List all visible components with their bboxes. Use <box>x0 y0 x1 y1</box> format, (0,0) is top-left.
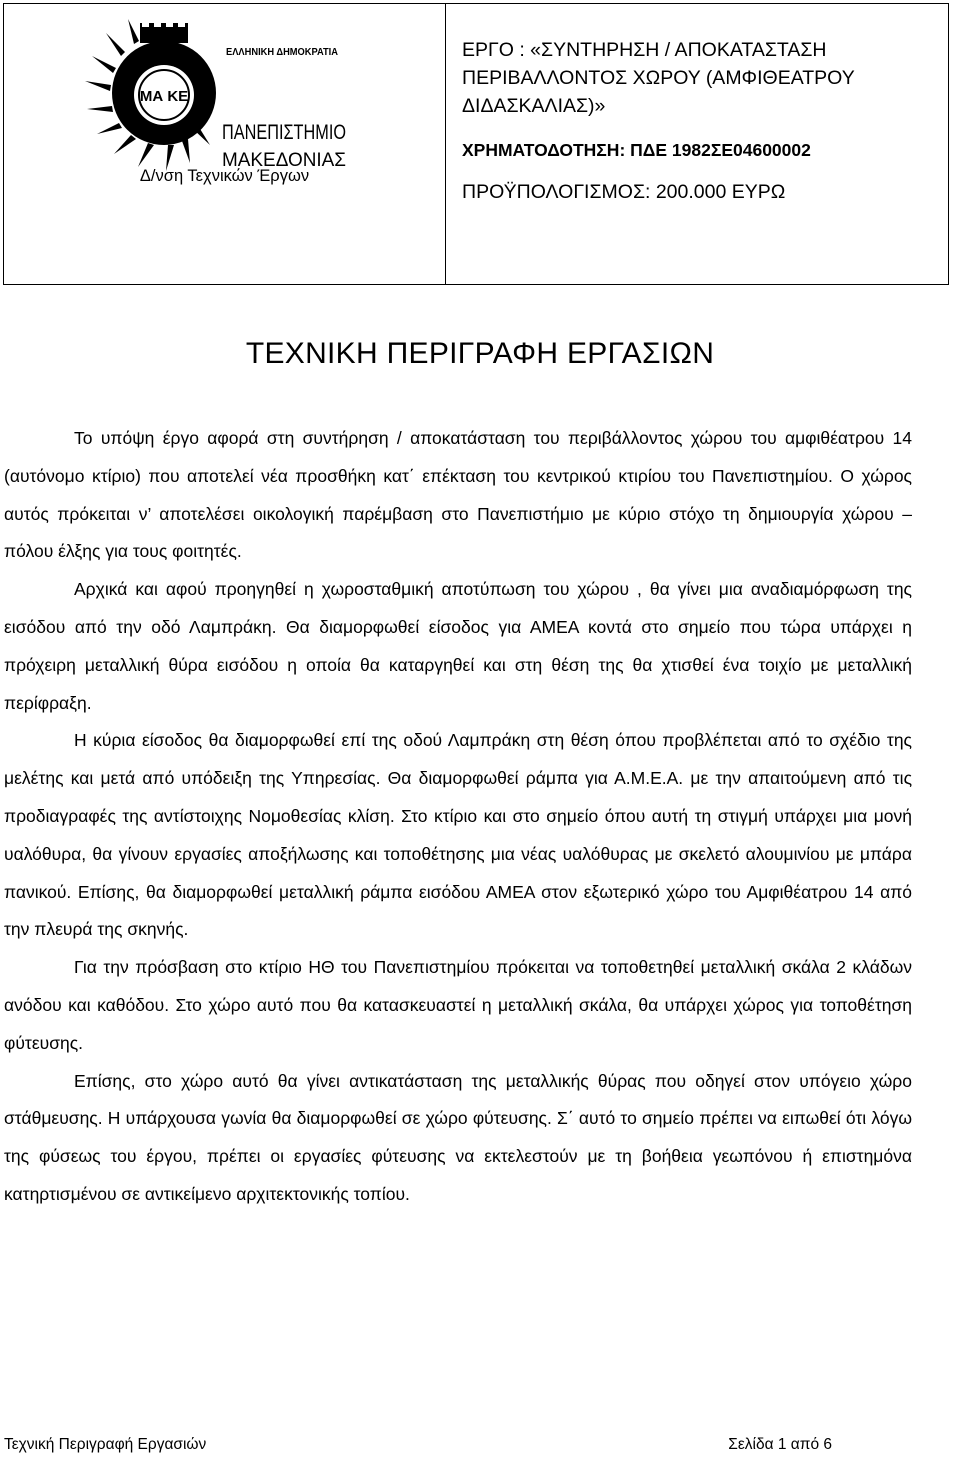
header-box <box>3 3 949 285</box>
logo-university-line1: ΠΑΝΕΠΙΣΤΗΜΙΟ <box>222 121 346 144</box>
document-body <box>4 420 912 1214</box>
paragraph-1: Το υπόψη έργο αφορά στη συντήρηση / αποκατάσταση του περιβάλλοντος χώρου του αμφιθέατρου 14 (αυτόνομο κτίριο) που αποτελεί νέα προσθήκη κατ΄ επέκταση του κεντρικού κτιρίου του Πανεπιστημίου. Ο χώρος αυτός πρόκειται ν’ αποτελέσει οικολογική παρέμβαση στο Πανεπιστήμιο με κύριο στόχο τη δημιουργία χώρου – πόλου έλξης για τους φοιτητές. <box>4 428 912 562</box>
project-budget: ΠΡΟΫΠΟΛΟΓΙΣΜΟΣ: 200.000 ΕΥΡΩ <box>462 181 786 203</box>
project-info <box>462 36 942 206</box>
logo-republic-text: ΕΛΛΗΝΙΚΗ ΔΗΜΟΚΡΑΤΙΑ <box>226 46 339 58</box>
footer-document-name: Τεχνική Περιγραφή Εργασιών <box>4 1436 207 1453</box>
logo-university-line2: ΜΑΚΕΔΟΝΙΑΣ <box>222 150 346 171</box>
university-logo <box>80 11 350 171</box>
paragraph-3: Η κύρια είσοδος θα διαμορφωθεί επί της οδού Λαμπράκη στη θέση όπου προβλέπεται από το σχέδιο της μελέτης και μετά από υπόδειξη της Υπηρεσίας. Θα διαμορφωθεί ράμπα για Α.Μ.Ε.Α. με την απαιτούμενη από τις προδιαγραφές της αντίστοιχης Νομοθεσίας κλίση. Στο κτίριο και στο σημείο όπου αυτή τη στιγμή υπάρχει μια μονή υαλόθυρα, θα γίνουν εργασίες αποξήλωσης και τοποθέτησης μια νέας υαλόθυρας με σκελετό αλουμινίου με μπάρα πανικού. Επίσης, θα διαμορφωθεί μεταλλική ράμπα εισόδου ΑΜΕΑ στον εξωτερικό χώρο του Αμφιθέατρου 14 από την πλευρά της σκηνής. <box>4 730 912 940</box>
header-divider <box>445 4 446 284</box>
department-name: Δ/νση Τεχνικών Έργων <box>139 167 310 185</box>
paragraph-2: Αρχικά και αφού προηγηθεί η χωροσταθμική αποτύπωση του χώρου , θα γίνει μια αναδιαμόρφωση της εισόδου από την οδό Λαμπράκη. Θα διαμορφωθεί είσοδος για ΑΜΕΑ κοντά στο σημείο που τώρα υπάρχει η πρόχειρη μεταλλική θύρα εισόδου η οποία θα καταργηθεί και στη θέση της θα χτισθεί ένα τοιχίο με μεταλλική περίφραξη. <box>4 579 912 713</box>
project-funding: ΧΡΗΜΑΤΟΔΟΤΗΣΗ: ΠΔΕ 1982ΣΕ04600002 <box>462 140 811 160</box>
paragraph-4: Για την πρόσβαση στο κτίριο ΗΘ του Πανεπιστημίου πρόκειται να τοποθετηθεί μεταλλική σκάλα 2 κλάδων ανόδου και καθόδου. Στο χώρο αυτό που θα κατασκευαστεί η μεταλλική σκάλα, θα υπάρχει χώρος για τοποθέτηση φύτευσης. <box>4 957 912 1053</box>
document-title: ΤΕΧΝΙΚΗ ΠΕΡΙΓΡΑΦΗ ΕΡΓΑΣΙΩΝ <box>245 337 715 370</box>
project-title: ΕΡΓΟ : «ΣΥΝΤΗΡΗΣΗ / ΑΠΟΚΑΤΑΣΤΑΣΗ ΠΕΡΙΒΑΛΛΟΝΤΟΣ ΧΩΡΟΥ (ΑΜΦΙΘΕΑΤΡΟΥ ΔΙΔΑΣΚΑΛΙΑΣ)» <box>462 39 855 117</box>
footer-page-number: Σελίδα 1 από 6 <box>728 1436 832 1453</box>
logo-monogram: ΜΑ ΚΕ <box>139 88 189 105</box>
paragraph-5: Επίσης, στο χώρο αυτό θα γίνει αντικατάσταση της μεταλλικής θύρας που οδηγεί στον υπόγειο χώρο στάθμευσης. Η υπάρχουσα γωνία θα διαμορφωθεί σε χώρο φύτευσης. Σ΄ αυτό το σημείο πρέπει να ειπωθεί ότι λόγω της φύσεως του έργου, πρέπει οι εργασίες φύτευσης να εκτελεστούν με τη βοήθεια γεωπόνου ή επιστημόνα κατηρτισμένου σε αντικείμενο αρχιτεκτονικής τοπίου. <box>4 1070 912 1204</box>
